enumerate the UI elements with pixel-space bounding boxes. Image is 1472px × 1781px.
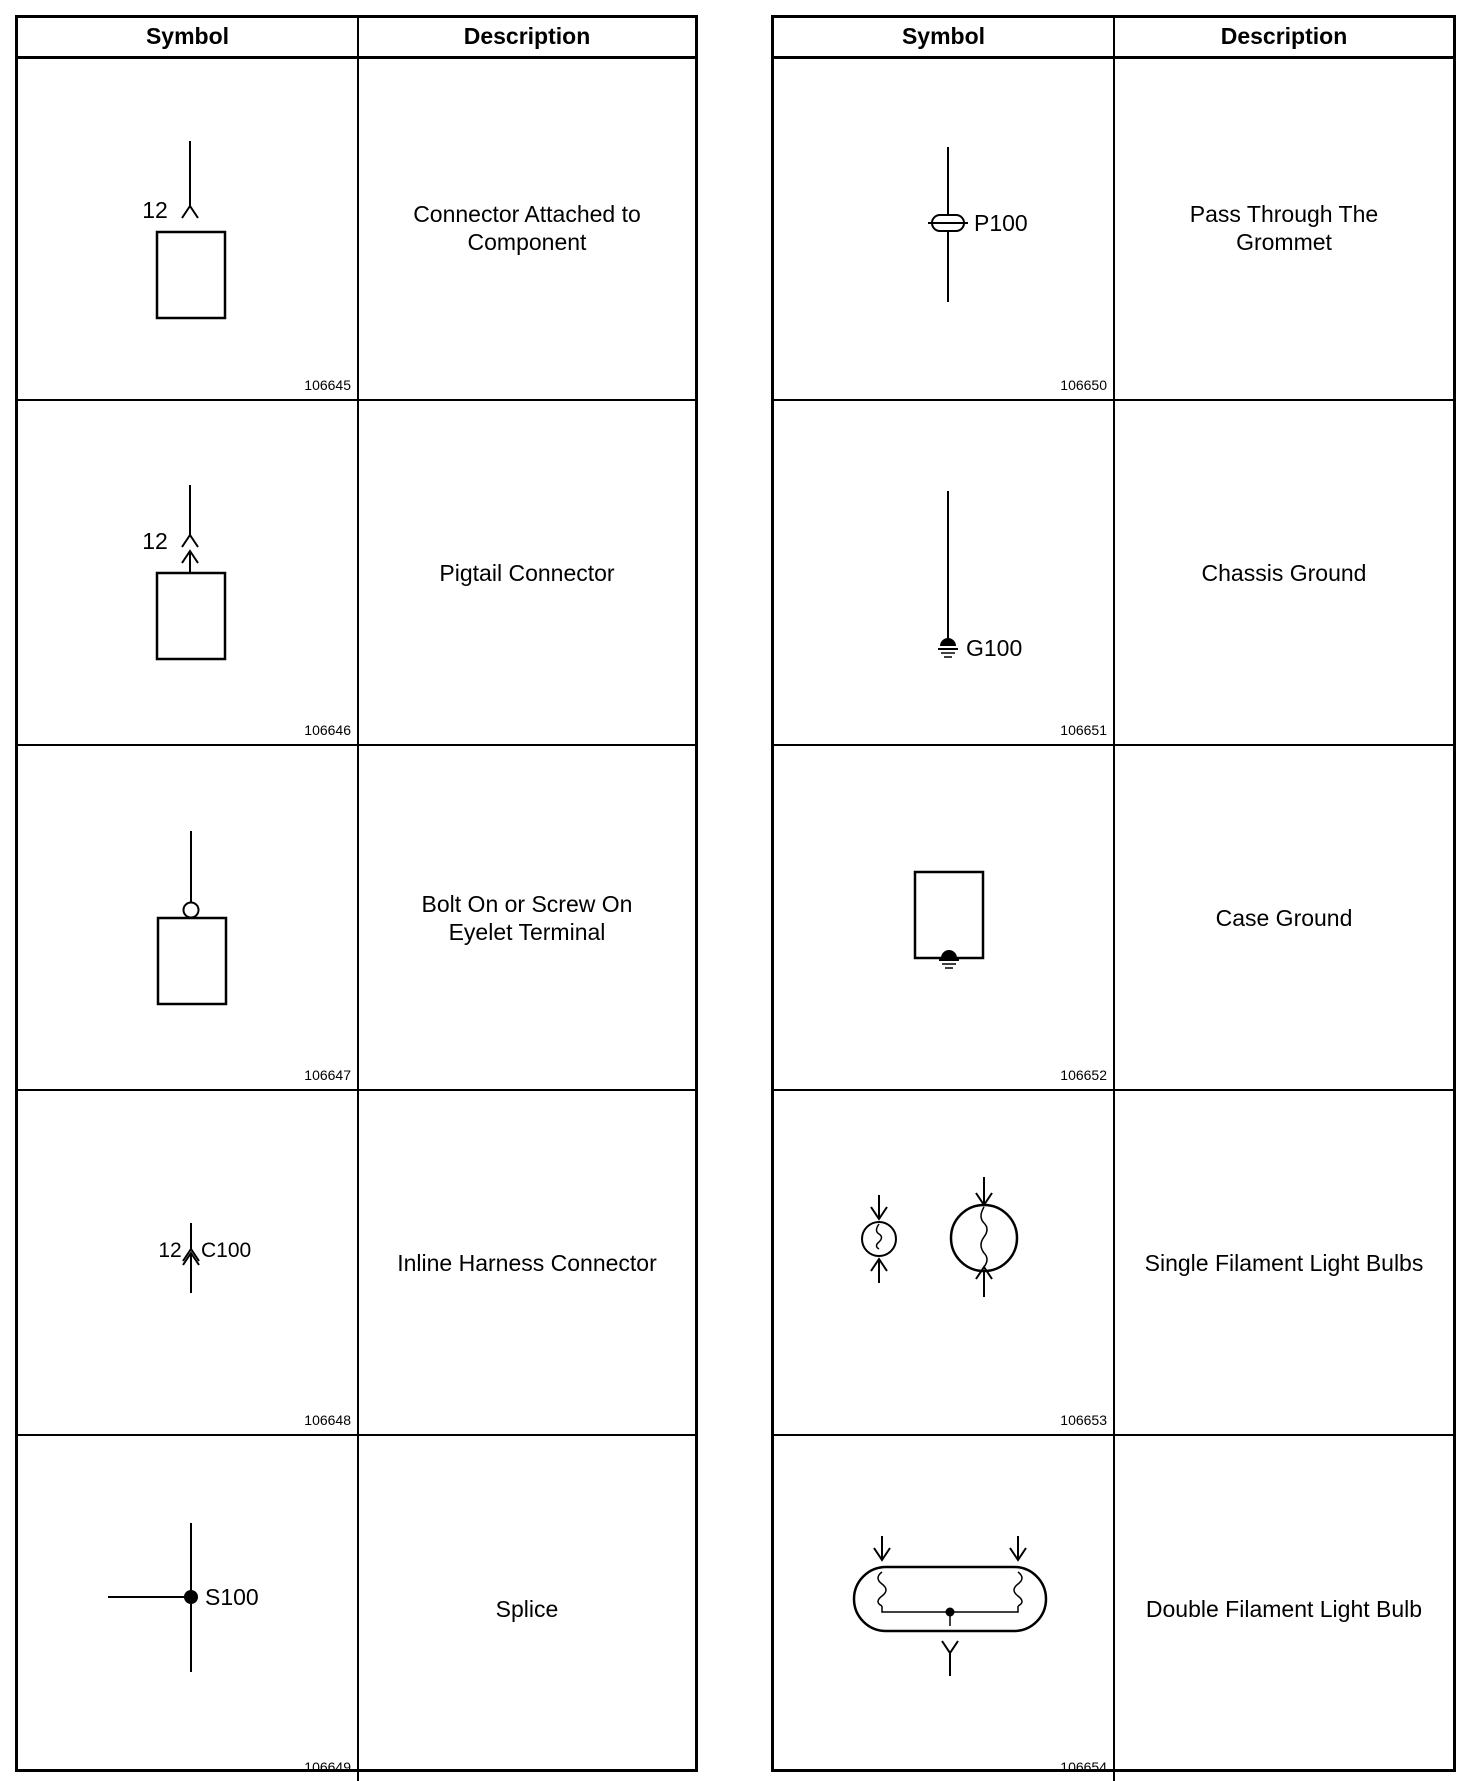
description-text: Inline Harness Connector	[397, 1249, 657, 1276]
figure-code: 106645	[304, 377, 351, 393]
grommet-symbol	[774, 56, 1113, 399]
single-filament-bulbs-symbol	[774, 1091, 1113, 1434]
chassis-ground-symbol	[774, 401, 1113, 744]
figure-code: 106649	[304, 1759, 351, 1775]
symbol-cell	[18, 746, 359, 1089]
description-text: Splice	[495, 1595, 559, 1622]
table-row	[18, 401, 695, 746]
figure-code: 106648	[304, 1412, 351, 1428]
description-cell	[1115, 56, 1453, 399]
description-cell	[359, 1091, 695, 1434]
description-cell	[359, 1436, 695, 1781]
figure-code: 106646	[304, 722, 351, 738]
case-ground-symbol	[774, 746, 1113, 1089]
table-row	[774, 746, 1453, 1091]
table-row	[774, 1091, 1453, 1436]
symbol-cell	[18, 401, 359, 744]
symbol-cell	[774, 1091, 1115, 1434]
figure-code: 106654	[1060, 1759, 1107, 1775]
description-text: Chassis Ground	[1201, 559, 1367, 586]
figure-code: 106651	[1060, 722, 1107, 738]
splice-label: S100	[205, 1584, 259, 1610]
pin-label: 12	[142, 528, 168, 554]
description-text: Connector Attached to Component	[413, 200, 641, 255]
description-text: Case Ground	[1215, 904, 1353, 931]
table-row	[18, 56, 695, 401]
pin-label: 12	[142, 197, 168, 223]
figure-code: 106647	[304, 1067, 351, 1083]
connector-attached-symbol	[18, 56, 357, 399]
description-cell	[1115, 746, 1453, 1089]
symbol-cell	[774, 56, 1115, 399]
description-cell	[1115, 1091, 1453, 1434]
header-symbol: Symbol	[774, 18, 1115, 56]
symbol-cell	[774, 1436, 1115, 1781]
pin-label: 12	[158, 1239, 182, 1262]
description-text: Bolt On or Screw On Eyelet Terminal	[421, 890, 633, 945]
table-header	[18, 18, 695, 59]
inline-harness-connector-symbol	[18, 1091, 357, 1434]
symbol-cell	[18, 1091, 359, 1434]
figure-code: 106650	[1060, 377, 1107, 393]
description-cell	[1115, 1436, 1453, 1781]
figure-code: 106653	[1060, 1412, 1107, 1428]
symbol-cell	[18, 56, 359, 399]
ground-label: G100	[966, 635, 1023, 661]
table-row	[18, 1436, 695, 1781]
symbol-cell	[774, 401, 1115, 744]
description-text: Pigtail Connector	[439, 559, 615, 586]
description-cell	[359, 746, 695, 1089]
description-cell	[359, 401, 695, 744]
symbol-cell	[774, 746, 1115, 1089]
header-symbol: Symbol	[18, 18, 359, 56]
symbol-table-right	[771, 15, 1456, 1775]
table-row	[18, 1091, 695, 1436]
description-cell	[1115, 401, 1453, 744]
header-description: Description	[1220, 23, 1348, 49]
description-text: Double Filament Light Bulb	[1145, 1595, 1423, 1622]
symbol-table-left	[15, 15, 698, 1775]
symbol-cell	[18, 1436, 359, 1781]
grommet-label: P100	[974, 210, 1028, 236]
eyelet-terminal-symbol	[18, 746, 357, 1089]
table-header	[774, 18, 1453, 59]
connector-label: C100	[201, 1239, 252, 1262]
splice-symbol	[18, 1436, 357, 1776]
header-description: Description	[463, 23, 591, 49]
description-text: Pass Through The Grommet	[1189, 200, 1379, 255]
table-row	[774, 1436, 1453, 1781]
description-cell	[359, 56, 695, 399]
description-text: Single Filament Light Bulbs	[1144, 1249, 1424, 1276]
double-filament-bulb-symbol	[774, 1436, 1113, 1776]
table-row	[774, 56, 1453, 401]
table-row	[774, 401, 1453, 746]
pigtail-connector-symbol	[18, 401, 357, 744]
table-row	[18, 746, 695, 1091]
figure-code: 106652	[1060, 1067, 1107, 1083]
